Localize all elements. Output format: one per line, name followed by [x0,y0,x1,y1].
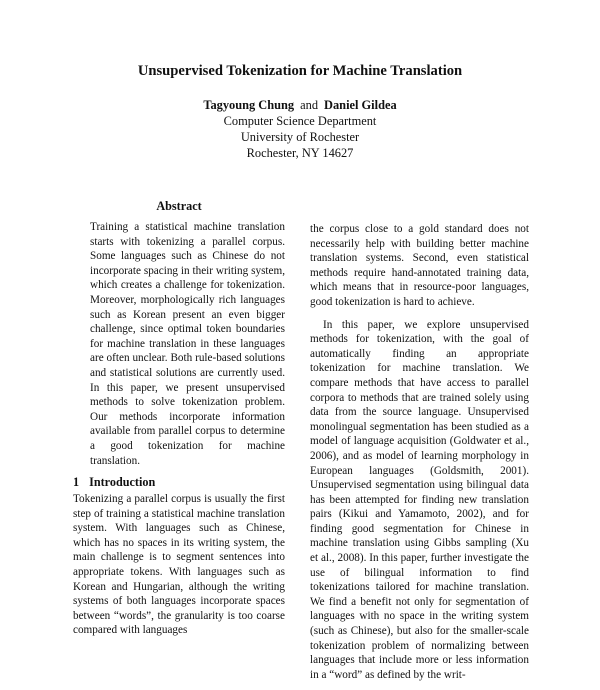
abstract-heading: Abstract [156,199,202,213]
author-name: Daniel Gildea [324,98,397,112]
intro-paragraph: Tokenizing a parallel corpus is usually the first step of training a statistical machine translation system. With languages such as Chinese, which has no spaces in its writing system, the main challenge is to segment sentences into appropriate tokens. With languages such as Korean and Hungarian, although the writing systems of both languages incorporate spaces between “words”, the granularity is too coarse compared with languages [73,493,285,637]
left-column [73,198,285,646]
section-number: 1 [73,475,80,490]
abstract-text: Training a statistical machine translation starts with tokenizing a parallel corpus. Some languages such as Chinese do not incorporate spacing in their writing system, which creates a challenge for tokenization. Moreover, morphologically rich languages such as Korean present an even bigger challenge, since optimal token boundaries for machine translation in these languages are often unclear. Both rule-based solutions and statistical solutions are currently used. In this paper, we present unsupervised methods to solve tokenization problem. Our methods incorporate information available from parallel corpus to determine a good tokenization for machine translation. [90,221,285,467]
affiliation-department: Computer Science Department [223,114,377,128]
author-separator: and [300,98,319,112]
body-paragraph: In this paper, we explore unsupervised methods for tokenization, with the goal of automatically finding an appropriate tokenization for machine translation. We compare methods that have access to parallel corpora to methods that are trained solely using data from the source language. Unsupervised monolingual segmentation has been studied as a model of language acquisition (Goldwater et al., 2006), and as model of learning morphology in European languages (Goldsmith, 2001). Unsupervised segmentation using bilingual data has been attempted for finding new translation pairs (Kikui and Yamamoto, 2002), and for finding good segmentation for Chinese in machine translation using Gibbs sampling (Xu et al., 2008). In this paper, further investigate the use of bilingual information to find tokenizations tailored for machine translation. We find a benefit not only for segmentation of languages with no space in the writing system (such as Chinese), but also for the smaller-scale tokenization problem of normalizing between languages that include more or less information in a “word” as defined by the writ- [310,318,529,681]
paper-title: Unsupervised Tokenization for Machine Translation [137,63,463,79]
author-name: Tagyoung Chung [203,98,295,112]
author-line [0,97,600,113]
author-block [0,97,600,161]
right-column [310,222,529,690]
body-paragraph: the corpus close to a gold standard does not necessarily help with building better machine translation systems. Second, even statistical methods require hand-annotated training data, which means that in resource-poor languages, good tokenization is hard to achieve. [310,223,529,308]
affiliation-address: Rochester, NY 14627 [246,146,354,160]
affiliation-university: University of Rochester [240,130,360,144]
section-title: Introduction [89,475,156,490]
section-heading [73,474,285,490]
